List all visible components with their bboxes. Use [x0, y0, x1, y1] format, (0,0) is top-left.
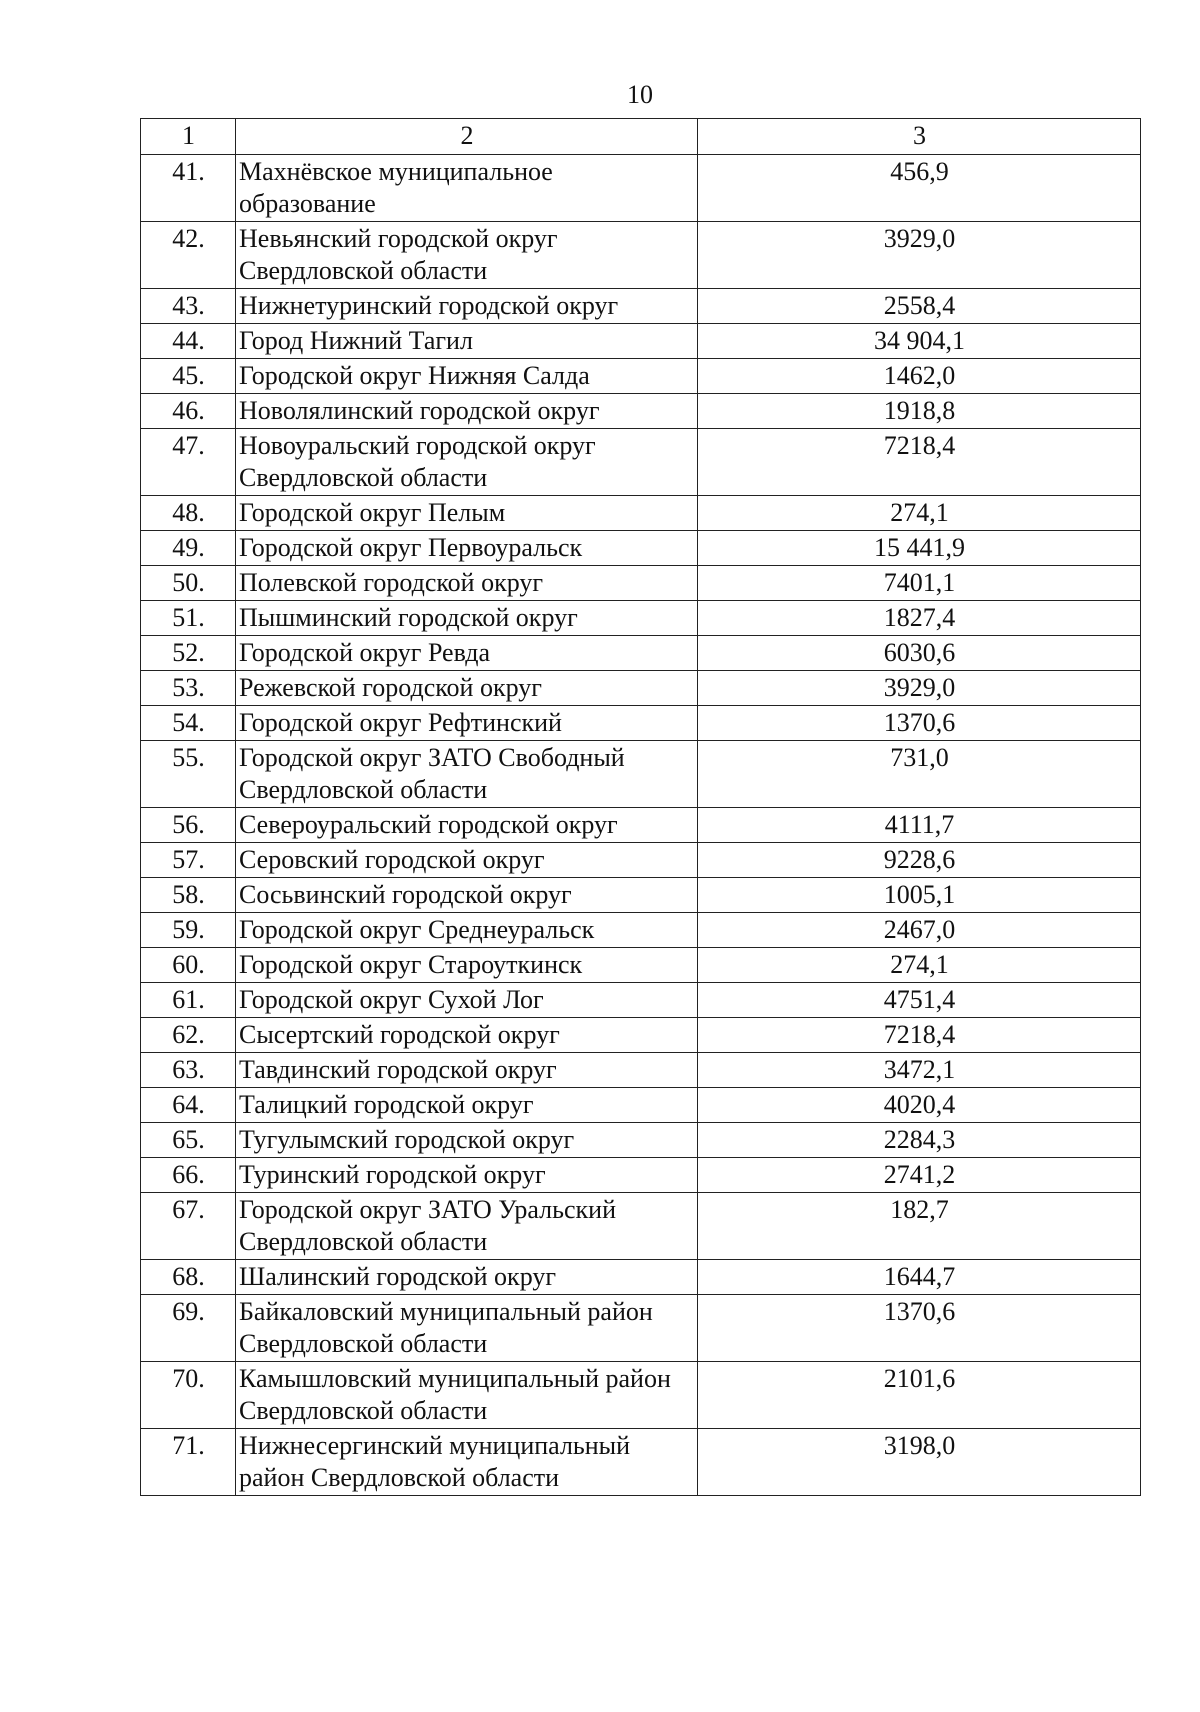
table-row: [141, 1123, 1141, 1158]
table-header-row: [141, 119, 1141, 155]
table-row: [141, 983, 1141, 1018]
table-row: [141, 1429, 1141, 1496]
row-number: 64.: [141, 1088, 236, 1123]
row-number: 53.: [141, 671, 236, 706]
row-number: 44.: [141, 324, 236, 359]
row-number: 43.: [141, 289, 236, 324]
row-municipality-name: Махнёвское муниципальное образование: [236, 155, 698, 222]
table-row: [141, 429, 1141, 496]
row-municipality-name: Нижнесергинский муниципальный район Свердловской области: [236, 1429, 698, 1496]
table-row: [141, 636, 1141, 671]
row-amount: 2284,3: [698, 1123, 1141, 1158]
column-header-value: 3: [698, 119, 1141, 155]
table-row: [141, 843, 1141, 878]
row-municipality-name: Городской округ Ревда: [236, 636, 698, 671]
row-municipality-name: Городской округ Нижняя Салда: [236, 359, 698, 394]
row-amount: 1918,8: [698, 394, 1141, 429]
table-row: [141, 531, 1141, 566]
table-row: [141, 741, 1141, 808]
row-number: 54.: [141, 706, 236, 741]
row-amount: 15 441,9: [698, 531, 1141, 566]
row-municipality-name: Городской округ ЗАТО Свободный Свердловской области: [236, 741, 698, 808]
row-number: 50.: [141, 566, 236, 601]
table-row: [141, 601, 1141, 636]
row-municipality-name: Серовский городской округ: [236, 843, 698, 878]
row-amount: 1370,6: [698, 1295, 1141, 1362]
row-number: 55.: [141, 741, 236, 808]
row-number: 68.: [141, 1260, 236, 1295]
row-municipality-name: Камышловский муниципальный район Свердловской области: [236, 1362, 698, 1429]
row-number: 65.: [141, 1123, 236, 1158]
table-row: [141, 1260, 1141, 1295]
column-header-name: 2: [236, 119, 698, 155]
row-number: 46.: [141, 394, 236, 429]
row-amount: 274,1: [698, 948, 1141, 983]
row-municipality-name: Город Нижний Тагил: [236, 324, 698, 359]
row-number: 57.: [141, 843, 236, 878]
row-amount: 1005,1: [698, 878, 1141, 913]
row-number: 60.: [141, 948, 236, 983]
table-row: [141, 913, 1141, 948]
row-number: 49.: [141, 531, 236, 566]
row-municipality-name: Пышминский городской округ: [236, 601, 698, 636]
row-number: 41.: [141, 155, 236, 222]
row-amount: 7218,4: [698, 429, 1141, 496]
table-row: [141, 155, 1141, 222]
table-row: [141, 394, 1141, 429]
row-amount: 2467,0: [698, 913, 1141, 948]
table-row: [141, 1158, 1141, 1193]
table-row: [141, 222, 1141, 289]
row-amount: 731,0: [698, 741, 1141, 808]
row-number: 58.: [141, 878, 236, 913]
allocation-table: [140, 118, 1141, 1496]
table-row: [141, 671, 1141, 706]
row-municipality-name: Городской округ Рефтинский: [236, 706, 698, 741]
row-amount: 2558,4: [698, 289, 1141, 324]
row-municipality-name: Талицкий городской округ: [236, 1088, 698, 1123]
table-row: [141, 1053, 1141, 1088]
row-municipality-name: Сысертский городской округ: [236, 1018, 698, 1053]
row-amount: 1827,4: [698, 601, 1141, 636]
table-row: [141, 566, 1141, 601]
table-row: [141, 878, 1141, 913]
row-number: 56.: [141, 808, 236, 843]
row-amount: 7218,4: [698, 1018, 1141, 1053]
table-row: [141, 808, 1141, 843]
row-number: 61.: [141, 983, 236, 1018]
table-row: [141, 496, 1141, 531]
table-row: [141, 324, 1141, 359]
row-amount: 1370,6: [698, 706, 1141, 741]
row-number: 70.: [141, 1362, 236, 1429]
row-amount: 1462,0: [698, 359, 1141, 394]
row-municipality-name: Североуральский городской округ: [236, 808, 698, 843]
row-municipality-name: Городской округ Староуткинск: [236, 948, 698, 983]
row-amount: 4111,7: [698, 808, 1141, 843]
row-amount: 2101,6: [698, 1362, 1141, 1429]
row-municipality-name: Городской округ Пелым: [236, 496, 698, 531]
table-row: [141, 1362, 1141, 1429]
row-municipality-name: Городской округ ЗАТО Уральский Свердловской области: [236, 1193, 698, 1260]
row-number: 52.: [141, 636, 236, 671]
page-number: 10: [627, 80, 653, 109]
row-amount: 3472,1: [698, 1053, 1141, 1088]
row-amount: 7401,1: [698, 566, 1141, 601]
table-row: [141, 706, 1141, 741]
table-row: [141, 1018, 1141, 1053]
row-municipality-name: Сосьвинский городской округ: [236, 878, 698, 913]
row-amount: 34 904,1: [698, 324, 1141, 359]
row-municipality-name: Тугулымский городской округ: [236, 1123, 698, 1158]
row-municipality-name: Туринский городской округ: [236, 1158, 698, 1193]
table-row: [141, 359, 1141, 394]
row-municipality-name: Городской округ Сухой Лог: [236, 983, 698, 1018]
row-amount: 274,1: [698, 496, 1141, 531]
row-number: 48.: [141, 496, 236, 531]
row-number: 47.: [141, 429, 236, 496]
row-amount: 3929,0: [698, 222, 1141, 289]
row-amount: 9228,6: [698, 843, 1141, 878]
row-municipality-name: Новоуральский городской округ Свердловской области: [236, 429, 698, 496]
table-row: [141, 1088, 1141, 1123]
table-row: [141, 948, 1141, 983]
row-municipality-name: Городской округ Первоуральск: [236, 531, 698, 566]
row-amount: 4020,4: [698, 1088, 1141, 1123]
row-amount: 3929,0: [698, 671, 1141, 706]
row-municipality-name: Режевской городской округ: [236, 671, 698, 706]
row-municipality-name: Невьянский городской округ Свердловской области: [236, 222, 698, 289]
row-number: 63.: [141, 1053, 236, 1088]
row-municipality-name: Нижнетуринский городской округ: [236, 289, 698, 324]
row-municipality-name: Шалинский городской округ: [236, 1260, 698, 1295]
row-number: 67.: [141, 1193, 236, 1260]
row-amount: 1644,7: [698, 1260, 1141, 1295]
row-amount: 4751,4: [698, 983, 1141, 1018]
row-amount: 3198,0: [698, 1429, 1141, 1496]
row-number: 62.: [141, 1018, 236, 1053]
table-row: [141, 1193, 1141, 1260]
table-row: [141, 289, 1141, 324]
row-number: 66.: [141, 1158, 236, 1193]
table-body: [141, 155, 1141, 1496]
row-amount: 2741,2: [698, 1158, 1141, 1193]
row-municipality-name: Полевской городской округ: [236, 566, 698, 601]
row-municipality-name: Тавдинский городской округ: [236, 1053, 698, 1088]
table-row: [141, 1295, 1141, 1362]
row-number: 51.: [141, 601, 236, 636]
row-municipality-name: Городской округ Среднеуральск: [236, 913, 698, 948]
column-header-number: 1: [141, 119, 236, 155]
row-number: 69.: [141, 1295, 236, 1362]
row-number: 45.: [141, 359, 236, 394]
row-number: 59.: [141, 913, 236, 948]
row-municipality-name: Байкаловский муниципальный район Свердловской области: [236, 1295, 698, 1362]
row-municipality-name: Новолялинский городской округ: [236, 394, 698, 429]
row-amount: 456,9: [698, 155, 1141, 222]
row-number: 42.: [141, 222, 236, 289]
row-amount: 6030,6: [698, 636, 1141, 671]
row-amount: 182,7: [698, 1193, 1141, 1260]
row-number: 71.: [141, 1429, 236, 1496]
